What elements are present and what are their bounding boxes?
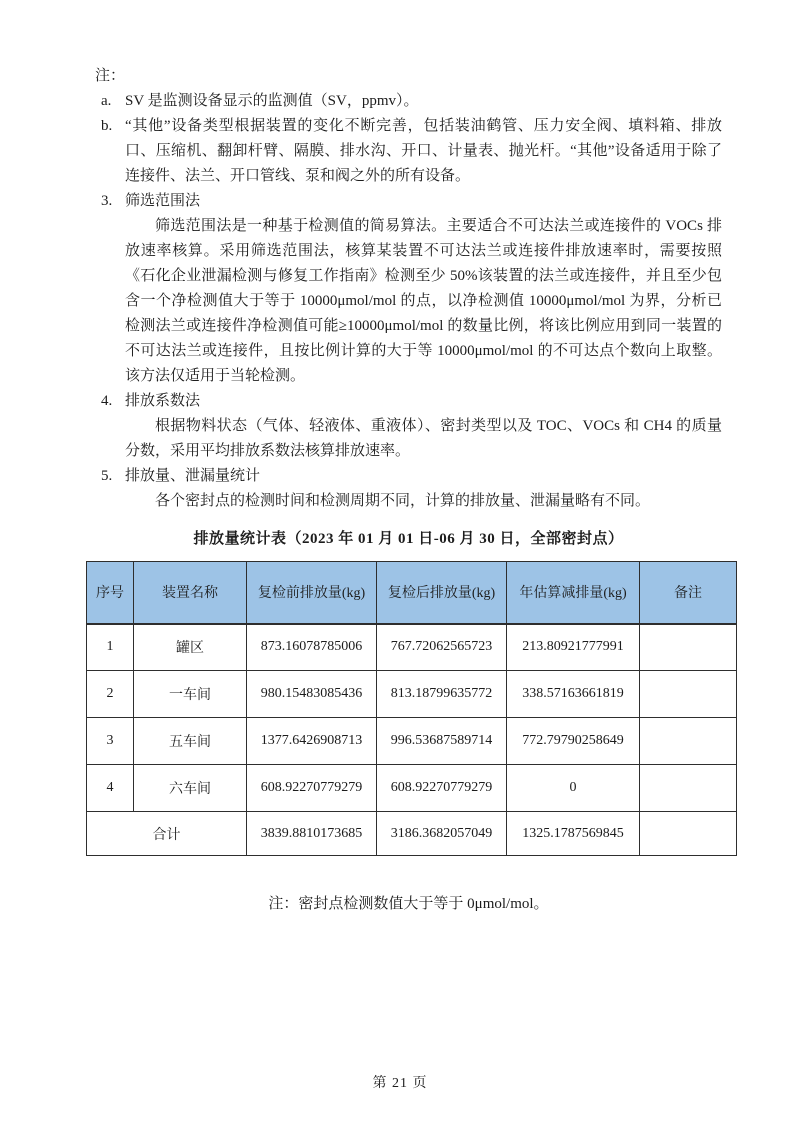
cell-total-before: 3839.8810173685 — [247, 812, 377, 856]
section-statistics-number: 5. — [101, 468, 113, 484]
table-total-row — [87, 812, 737, 856]
table-footnote: 注：密封点检测数值大于等于 0μmol/mol。 — [268, 896, 549, 912]
note-item-b — [95, 114, 722, 189]
section-screening-method — [95, 189, 722, 389]
column-header-before-recheck: 复检前排放量(kg) — [247, 562, 377, 624]
cell-after: 996.53687589714 — [377, 718, 507, 765]
section-statistics — [95, 464, 722, 514]
notes-block — [95, 64, 722, 514]
cell-total-label: 合计 — [87, 812, 247, 856]
section-emission-factor-head — [95, 389, 722, 414]
table-row-workshop-5 — [87, 718, 737, 765]
cell-before: 1377.6426908713 — [247, 718, 377, 765]
section-statistics-body: 各个密封点的检测时间和检测周期不同，计算的排放量、泄漏量略有不同。 — [155, 493, 651, 509]
cell-reduction: 772.79790258649 — [507, 718, 640, 765]
cell-remark — [640, 624, 737, 671]
table-row-workshop-6 — [87, 765, 737, 812]
emission-statistics-table — [86, 561, 737, 856]
cell-after: 608.92270779279 — [377, 765, 507, 812]
cell-before: 873.16078785006 — [247, 624, 377, 671]
cell-before: 608.92270779279 — [247, 765, 377, 812]
column-header-annual-reduction: 年估算减排量(kg) — [507, 562, 640, 624]
cell-remark — [640, 671, 737, 718]
note-item-a — [95, 89, 722, 114]
cell-reduction: 213.80921777991 — [507, 624, 640, 671]
section-emission-factor-number: 4. — [101, 393, 113, 409]
column-header-after-recheck: 复检后排放量(kg) — [377, 562, 507, 624]
table-header-row — [87, 562, 737, 624]
table-row-workshop-1 — [87, 671, 737, 718]
cell-total-after: 3186.3682057049 — [377, 812, 507, 856]
notes-label: 注： — [95, 68, 126, 84]
cell-device-name: 六车间 — [134, 765, 247, 812]
cell-total-remark — [640, 812, 737, 856]
cell-no: 3 — [87, 718, 134, 765]
cell-remark — [640, 765, 737, 812]
table-row-tank-area — [87, 624, 737, 671]
section-statistics-heading: 排放量、泄漏量统计 — [125, 468, 261, 484]
cell-device-name: 一车间 — [134, 671, 247, 718]
column-header-device-name: 装置名称 — [134, 562, 247, 624]
section-screening-body: 筛选范围法是一种基于检测值的简易算法。主要适合不可达法兰或连接件的 VOCs 排放速率核算。采用筛选范围法，核算某装置不可达法兰或连接件排放速率时，需要按照《石化企业泄漏检测与修复工作指南》检测至少 50%该装置的法兰或连接件，并且至少包含一个净检测值大于等于 10000μmol/mol 的点，以净检测值 10000μmol/mol 为界，分析已检测法兰或连接件净检测值可能≥10000μmol/mol 的数量比例，将该比例应用到同一装置的不可达法兰或连接件，且按比例计算的大于等 10000μmol/mol 的不可达点个数向上取整。该方法仅适用于当轮检测。 — [125, 218, 722, 384]
cell-remark — [640, 718, 737, 765]
note-item-a-marker: a. — [101, 93, 112, 109]
section-statistics-head — [95, 464, 722, 489]
emission-table-title: 排放量统计表（2023 年 01 月 01 日-06 月 30 日，全部密封点） — [193, 531, 624, 547]
cell-reduction: 338.57163661819 — [507, 671, 640, 718]
cell-before: 980.15483085436 — [247, 671, 377, 718]
cell-after: 767.72062565723 — [377, 624, 507, 671]
cell-after: 813.18799635772 — [377, 671, 507, 718]
cell-reduction: 0 — [507, 765, 640, 812]
section-screening-number: 3. — [101, 193, 113, 209]
section-emission-factor — [95, 389, 722, 464]
cell-device-name: 五车间 — [134, 718, 247, 765]
page-number: 第 21 页 — [372, 1076, 428, 1091]
section-emission-factor-heading: 排放系数法 — [125, 393, 201, 409]
cell-no: 4 — [87, 765, 134, 812]
section-screening-heading: 筛选范围法 — [125, 193, 201, 209]
cell-no: 2 — [87, 671, 134, 718]
column-header-remark: 备注 — [640, 562, 737, 624]
note-item-b-marker: b. — [101, 118, 113, 134]
cell-total-reduction: 1325.1787569845 — [507, 812, 640, 856]
column-header-no: 序号 — [87, 562, 134, 624]
note-item-a-text: SV 是监测设备显示的监测值（SV，ppmv）。 — [125, 93, 419, 109]
cell-device-name: 罐区 — [134, 624, 247, 671]
section-screening-head — [95, 189, 722, 214]
note-item-b-text: “其他”设备类型根据装置的变化不断完善，包括装油鹤管、压力安全阀、填料箱、排放口、压缩机、翻卸杆臂、隔膜、排水沟、开口、计量表、抛光杆。“其他”设备适用于除了连接件、法兰、开口管线、泵和阀之外的所有设备。 — [125, 118, 722, 184]
cell-no: 1 — [87, 624, 134, 671]
section-emission-factor-body: 根据物料状态（气体、轻液体、重液体）、密封类型以及 TOC、VOCs 和 CH4 的质量分数，采用平均排放系数法核算排放速率。 — [125, 418, 722, 459]
